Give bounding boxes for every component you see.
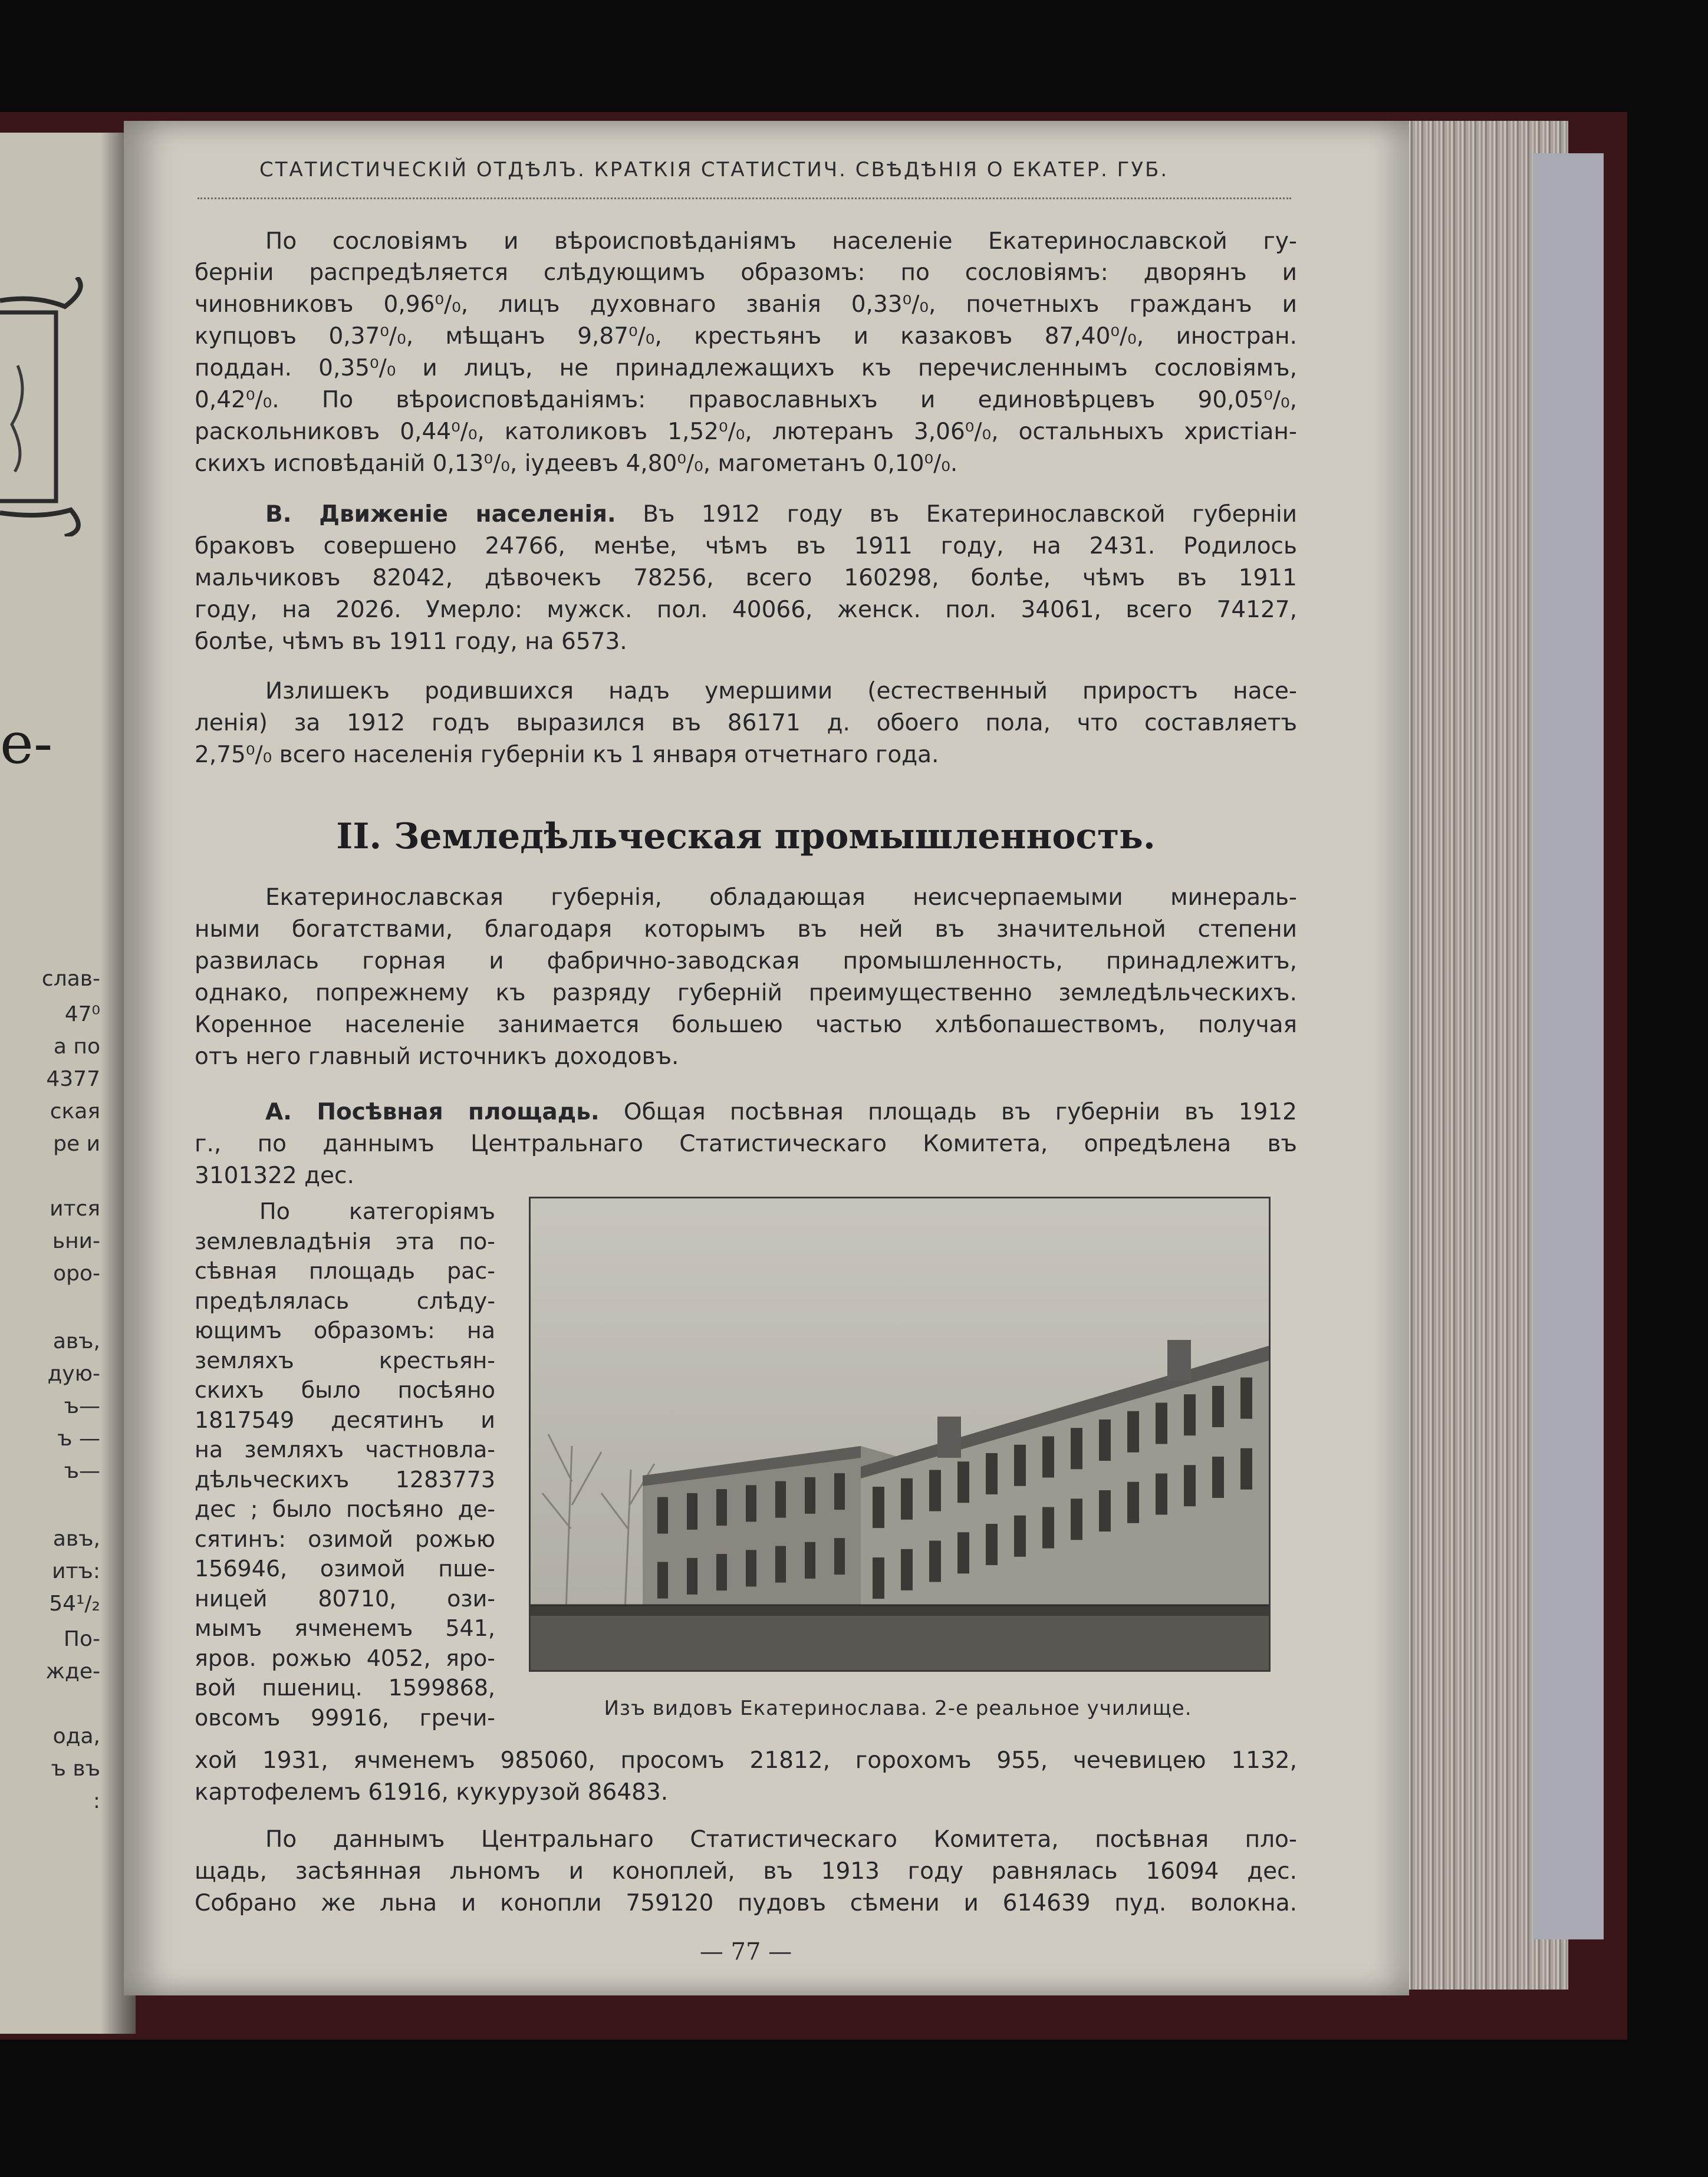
left-margin-line: ская: [50, 1099, 100, 1124]
p1-line: [195, 258, 1297, 288]
p4-line: Коренное населеніе занимается большею частью хлѣбопашествомъ, получая: [195, 1012, 1297, 1038]
p7-line: щадь, засѣянная льномъ и коноплей, въ 1913 году равнялась 16094 дес.: [195, 1858, 1297, 1885]
left-margin-line: ъ—: [64, 1459, 100, 1483]
left-margin-line: ъ въ: [51, 1757, 100, 1781]
narrow-column-line: дѣльческихъ 1283773: [195, 1466, 495, 1493]
left-margin-line: а по: [53, 1035, 100, 1059]
narrow-column-line: скихъ было посѣяно: [195, 1377, 495, 1403]
p4-line: Екатеринославская губернія, обладающая неисчерпаемыми минераль-: [265, 884, 1297, 911]
left-margin-line: 54¹/₂: [49, 1592, 100, 1616]
p6-line: хой 1931, ячменемъ 985060, просомъ 21812, горохомъ 955, чечевицею 1132,: [195, 1747, 1297, 1774]
running-header: СТАТИСТИЧЕСКІЙ ОТДѢЛЪ. КРАТКІЯ СТАТИСТИЧ. СВѢДѢНІЯ О ЕКАТЕР. ГУБ.: [259, 158, 1169, 182]
header-rule: [198, 197, 1291, 201]
p4-line: развилась горная и фабрично-заводская промышленность, принадлежитъ,: [195, 948, 1297, 974]
left-margin-line: жде-: [45, 1659, 100, 1684]
p2-line: браковъ совершено 24766, менѣе, чѣмъ въ 1911 году, на 2431. Родилось: [195, 533, 1297, 559]
p2-line: году, на 2026. Умерло: мужск. пол. 40066, женск. пол. 34061, всего 74127,: [195, 597, 1297, 623]
left-page-heading-fragment: е-: [0, 710, 53, 776]
left-margin-line: оро-: [53, 1262, 100, 1286]
narrow-column-line: предѣлялась слѣду-: [195, 1287, 495, 1314]
narrow-column-line: мымъ ячменемъ 541,: [195, 1615, 495, 1641]
left-margin-line: дую-: [47, 1362, 100, 1386]
left-margin-line: итъ:: [52, 1559, 100, 1583]
narrow-column-line: земляхъ крестьян-: [195, 1347, 495, 1374]
narrow-column-line: яров. рожью 4052, яро-: [195, 1645, 495, 1671]
left-margin-line: авъ,: [52, 1527, 100, 1551]
p5-line: 3101322 дес.: [195, 1162, 354, 1189]
narrow-column-line: на земляхъ частновла-: [195, 1437, 495, 1463]
left-margin-line: :: [93, 1789, 100, 1813]
left-margin-line: 4377: [46, 1067, 100, 1091]
left-margin-line: ода,: [52, 1724, 100, 1748]
bookmark-strip: [1533, 153, 1604, 1939]
p1-line: 0,42⁰/₀. По вѣроисповѣданіямъ: православныхъ и единовѣрцевъ 90,05⁰/₀,: [195, 387, 1297, 413]
p4-line: ными богатствами, благодаря которымъ въ ней въ значительной степени: [195, 916, 1297, 943]
p4-line: отъ него главный источникъ доходовъ.: [195, 1043, 679, 1070]
narrow-column-line: ницей 80710, ози-: [195, 1585, 495, 1612]
left-margin-line: ре и: [53, 1132, 100, 1156]
p1-line: По сословіямъ и вѣроисповѣданіямъ населеніе Екатеринославской гу-: [265, 228, 1297, 255]
narrow-column-line: дес ; было посѣяно де-: [195, 1496, 495, 1522]
p4-line: однако, попрежнему къ разряду губерній преимущественно земледѣльческихъ.: [195, 980, 1297, 1006]
p3-line: Излишекъ родившихся надъ умершими (естественный приростъ насе-: [265, 678, 1297, 704]
p5-line: [195, 1098, 1297, 1127]
p3-line: 2,75⁰/₀ всего населенія губерніи къ 1 января отчетнаго года.: [195, 742, 939, 768]
p1-line-a: берніи распредѣляется слѣдующимъ образомъ: по сословіямъ: дворянъ и: [195, 259, 1297, 286]
p7-line: Собрано же льна и конопли 759120 пудовъ сѣмени и 614639 пуд. волокна.: [195, 1890, 1297, 1916]
p7-line: По даннымъ Центральнаго Статистическаго Комитета, посѣвная пло-: [265, 1826, 1297, 1853]
ornament-frame: [0, 277, 106, 536]
left-margin-line: слав-: [41, 967, 100, 991]
narrow-column-line: сятинъ: озимой рожью: [195, 1526, 495, 1552]
left-margin-line: ъ —: [57, 1427, 100, 1451]
left-margin-line: ъ—: [64, 1394, 100, 1418]
p3-line: ленія) за 1912 годъ выразился въ 86171 д. обоего пола, что составляетъ: [195, 710, 1297, 736]
p2-line: мальчиковъ 82042, дѣвочекъ 78256, всего 160298, болѣе, чѣмъ въ 1911: [195, 565, 1297, 591]
left-margin-line: авъ,: [52, 1329, 100, 1353]
p2-first-text: Въ 1912 году въ Екатеринославской губерніи: [616, 501, 1297, 528]
p5-line: г., по даннымъ Центральнаго Статистическаго Комитета, опредѣлена въ: [195, 1131, 1297, 1157]
narrow-column-line: 1817549 десятинъ и: [195, 1407, 495, 1433]
left-margin-line: По-: [63, 1627, 100, 1651]
p2-lead: В. Движеніе населенія.: [265, 501, 616, 528]
left-margin-line: 47⁰: [64, 1002, 100, 1026]
p6-line: картофелемъ 61916, кукурузой 86483.: [195, 1779, 669, 1806]
p1-line: чиновниковъ 0,96⁰/₀, лицъ духовнаго званія 0,33⁰/₀, почетныхъ гражданъ и: [195, 291, 1297, 318]
p1-line: купцовъ 0,37⁰/₀, мѣщанъ 9,87⁰/₀, крестьянъ и казаковъ 87,40⁰/₀, иностран.: [195, 323, 1297, 350]
narrow-column-line: По категоріямъ: [259, 1198, 495, 1224]
narrow-column-line: землевладѣнія эта по-: [195, 1228, 495, 1254]
p2-line: болѣе, чѣмъ въ 1911 году, на 6573.: [195, 628, 627, 655]
p5-lead: А. Посѣвная площадь.: [265, 1099, 600, 1125]
p1-line: поддан. 0,35⁰/₀ и лицъ, не принадлежащихъ къ перечисленнымъ сословіямъ,: [195, 355, 1297, 381]
p1-line: скихъ исповѣданій 0,13⁰/₀, іудеевъ 4,80⁰/₀, магометанъ 0,10⁰/₀.: [195, 450, 958, 477]
building-photo: [529, 1197, 1271, 1672]
photo-caption: Изъ видовъ Екатеринослава. 2-е реальное училище.: [604, 1697, 1192, 1720]
page-number: — 77 —: [699, 1938, 792, 1965]
narrow-column-line: вой пшениц. 1599868,: [195, 1675, 495, 1701]
section-title: II. Земледѣльческая промышленность.: [336, 816, 1156, 857]
p5-first-text: Общая посѣвная площадь въ губерніи въ 1912: [599, 1099, 1297, 1125]
left-margin-line: ится: [50, 1197, 100, 1221]
narrow-column-line: сѣвная площадь рас-: [195, 1258, 495, 1284]
p1-line: раскольниковъ 0,44⁰/₀, католиковъ 1,52⁰/₀, лютеранъ 3,06⁰/₀, остальныхъ христіан-: [195, 419, 1297, 445]
narrow-column-line: овсомъ 99916, гречи-: [195, 1704, 495, 1731]
left-margin-line: ьни-: [52, 1229, 100, 1253]
narrow-column-line: ющимъ образомъ: на: [195, 1318, 495, 1343]
narrow-column-line: 156946, озимой пше-: [195, 1556, 495, 1582]
p2-line: [195, 500, 1297, 529]
